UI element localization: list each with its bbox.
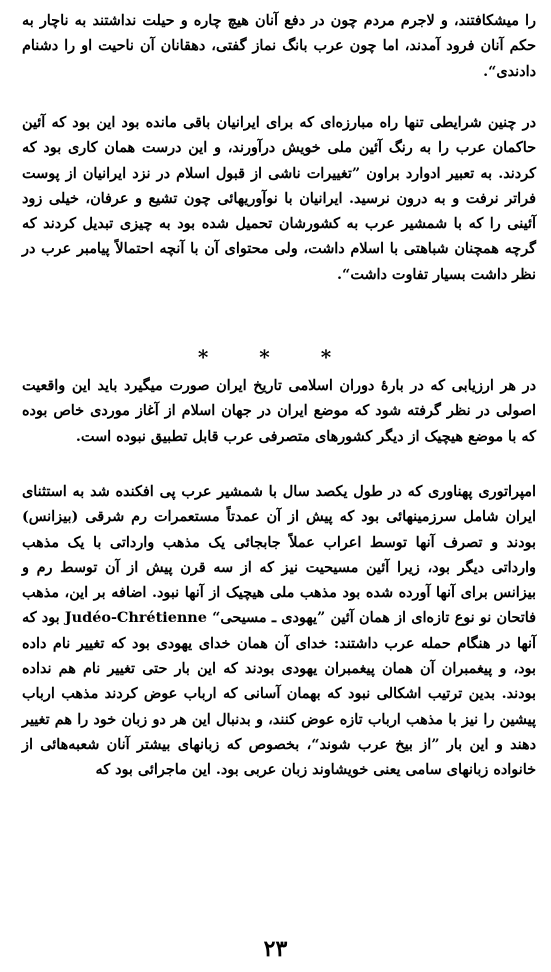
paragraph-4: امپراتوری پهناوری که در طول یکصد سال با شمشیر عرب پی افکنده شد به استثنای ایران شامل سرزمینهائی بود که پیش از آن عمدتاً مستعمرات رم شرقی (بیزانس) بودند و تصرف آنها توسط اعراب عملاً جابجائی یک مذهب وارداتی با یک مذهب وارداتی دیگر بود، زیرا آئین مسیحیت نیز که از سه قرن پیش از آن توسط رم و بیزانس برای آنها آورده شده بود مذهب ملی هیچیک از آنها نبود. اضافه بر این، مذهب فاتحان نو نوع تازه‌ای از همان آئین ”یهودی ـ مسیحی“ Judéo-Chrétienne بود که آنها در هنگام حمله عرب داشتند: خدای آن همان خدای یهودی بود که تغییر نام داده بود، و پیغمبران آن همان پیغمبران یهودی بودند که این بار حتی تغییر نام هم نداده بودند. بدین ترتیب اشکالی نبود که بهمان آسانی که ارباب عوض کردند مذهب ارباب پیشین را نیز با مذهب ارباب تازه عوض کنند، و بدنبال این هر دو زبان خود را هم تغییر دهند و این بار ”از بیخ عرب شوند“، بخصوص که زبانهای بیشتر آنان شعبه‌هائی از خانواده زبانهای سامی یعنی خویشاوند زبان عربی بود. این ماجرائی بود که [22, 483, 537, 779]
page-number: ۲۳ [263, 936, 288, 962]
section-separator: * * * [197, 345, 354, 369]
paragraph-1: را میشکافتند، و لاجرم مردم چون در دفع آنان هیچ چاره و حیلت نداشتند به ناچار به حکم آنان فرود آمدند، اما چون عرب بانگ نماز گفتی، دهقانان آن ناحیت او را دشنام دادندی“. [22, 12, 536, 80]
paragraph-3: در هر ارزیابی که در بارهٔ دوران اسلامی تاریخ ایران صورت میگیرد باید این واقعیت اصولی در نظر گرفته شود که موضع ایران در جهان اسلام از آغاز موردی خاص بوده که با موضع هیچیک از دیگر کشورهای متصرفی عرب قابل تطبیق نبوده است. [22, 377, 536, 445]
paragraph-2: در چنین شرایطی تنها راه مبارزه‌ای که برای ایرانیان باقی مانده بود این بود که آئین حاکمان عرب را به رنگ آئین ملی خویش درآورند، و این درست همان کاری بود که کردند. به تعبیر ادوارد براون ”تغییرات ناشی از قبول اسلام در نزد ایرانیان از پوست فراتر نرفت و به درون نرسید. ایرانیان با نوآوریهائی چون تشیع و عرفان، خیلی زود آئینی را که با شمشیر عرب به کشورشان تحمیل شده بود به چیزی تبدیل کردند که گرچه همچنان شباهتی با اسلام داشت، ولی محتوای آن با آنچه احتمالاً پیامبر عرب در نظر داشت بسیار تفاوت داشت“. [22, 114, 536, 283]
